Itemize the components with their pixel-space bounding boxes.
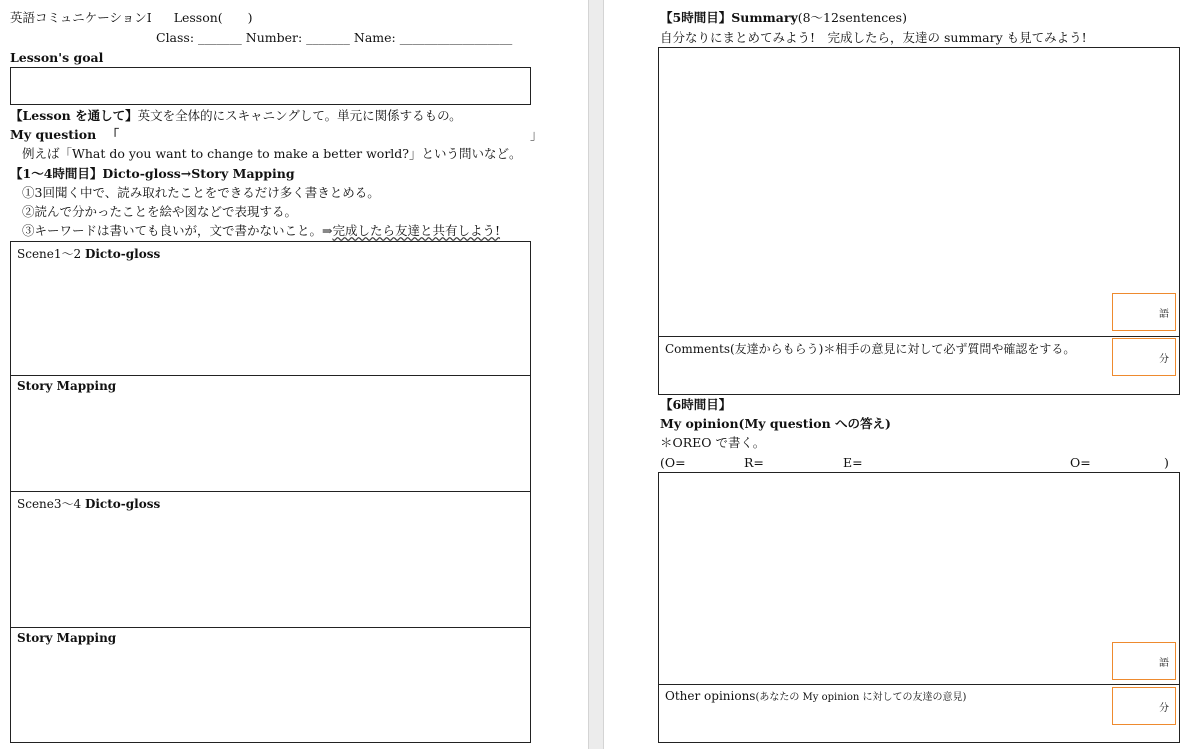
other-opinions-note: (あなたの My opinion に対しての友達の意見) <box>755 692 967 703</box>
opinion-word-count-box[interactable] <box>1112 642 1176 680</box>
example-question: 例えば「What do you want to change to make a better world?」という問いなど。 <box>22 146 522 161</box>
period-5-instruction: 自分なりにまとめてみよう! 完成したら，友達の summary も見てみよう! <box>660 30 1087 45</box>
words-unit-2: 語 <box>1159 658 1169 669</box>
scene-1-2-label <box>17 245 160 262</box>
minutes-unit: 分 <box>1159 354 1169 365</box>
share-with-friends-note: 完成したら友達と共有しよう! <box>332 223 501 238</box>
scene-1-2-prefix: Scene1〜2 <box>17 247 85 261</box>
my-question-label <box>10 127 119 142</box>
lesson-number-field[interactable]: Lesson( ) <box>173 10 253 25</box>
page-separator <box>588 0 604 749</box>
oreo-note: ＊OREO で書く。 <box>660 435 766 450</box>
words-unit: 語 <box>1159 309 1169 320</box>
oreo-e-label[interactable]: E= <box>843 455 863 470</box>
summary-box[interactable] <box>658 47 1180 337</box>
course-title-text: 英語コミュニケーションⅠ <box>10 10 152 25</box>
summary-minutes-box[interactable] <box>1112 338 1176 376</box>
step-2: ②読んで分かったことを絵や図などで表現する。 <box>22 204 298 219</box>
story-mapping-box-1[interactable] <box>10 375 531 492</box>
other-opinions-box[interactable] <box>658 684 1180 743</box>
step-3-text: ③キーワードは書いても良いが，文で書かないこと。⇒ <box>22 223 333 238</box>
scene-3-4-dicto-gloss-box[interactable] <box>10 491 531 628</box>
period-5-bold: 【5時間目】Summary <box>660 10 798 25</box>
comments-label: Comments(友達からもらう)＊相手の意見に対して必ず質問や確認をする。 <box>665 342 1076 356</box>
scene-3-4-prefix: Scene3〜4 <box>17 497 85 511</box>
open-bracket: 「 <box>106 127 120 142</box>
other-opinions-main: Other opinions <box>665 689 756 703</box>
through-lesson-line <box>10 108 462 123</box>
oreo-o1-label[interactable]: (O= <box>660 455 686 470</box>
story-mapping-box-2[interactable] <box>10 627 531 743</box>
lessons-goal-box[interactable] <box>10 67 531 105</box>
oreo-close-paren: ) <box>1164 455 1169 470</box>
period-1-4-heading: 【1〜4時間目】Dicto-gloss→Story Mapping <box>10 166 295 181</box>
story-mapping-label-2: Story Mapping <box>17 631 117 645</box>
class-number-name-line[interactable]: Class: _______ Number: _______ Name: __________________ <box>156 30 513 45</box>
period-5-heading <box>660 10 907 25</box>
scene-3-4-label <box>17 495 160 512</box>
scene-1-2-dicto-gloss-box[interactable] <box>10 241 531 376</box>
opinion-minutes-box[interactable] <box>1112 687 1176 725</box>
step-3 <box>22 223 500 238</box>
minutes-unit-2: 分 <box>1159 703 1169 714</box>
period-5-sentences: (8〜12sentences) <box>797 10 907 25</box>
dicto-gloss-label: Dicto-gloss <box>84 247 161 261</box>
my-question-field[interactable] <box>126 127 526 142</box>
through-lesson-text: 英文を全体的にスキャニングして。単元に関係するもの。 <box>137 108 462 123</box>
through-lesson-bold: 【Lesson を通して】 <box>10 108 138 123</box>
my-opinion-heading: My opinion(My question への答え) <box>660 416 891 431</box>
period-6-heading: 【6時間目】 <box>660 397 732 412</box>
oreo-r-label[interactable]: R= <box>744 455 764 470</box>
lessons-goal-heading: Lesson's goal <box>10 50 104 65</box>
other-opinions-label <box>665 688 966 703</box>
oreo-o2-label[interactable]: O= <box>1070 455 1091 470</box>
story-mapping-label-1: Story Mapping <box>17 379 117 393</box>
comments-box[interactable] <box>658 336 1180 395</box>
course-title <box>10 10 253 25</box>
dicto-gloss-label-2: Dicto-gloss <box>84 497 161 511</box>
summary-word-count-box[interactable] <box>1112 293 1176 331</box>
my-opinion-box[interactable] <box>658 472 1180 685</box>
my-question-label-text: My question <box>10 127 97 142</box>
step-1: ①3回聞く中で、読み取れたことをできるだけ多く書きとめる。 <box>22 185 380 200</box>
close-bracket: 」 <box>530 127 543 142</box>
